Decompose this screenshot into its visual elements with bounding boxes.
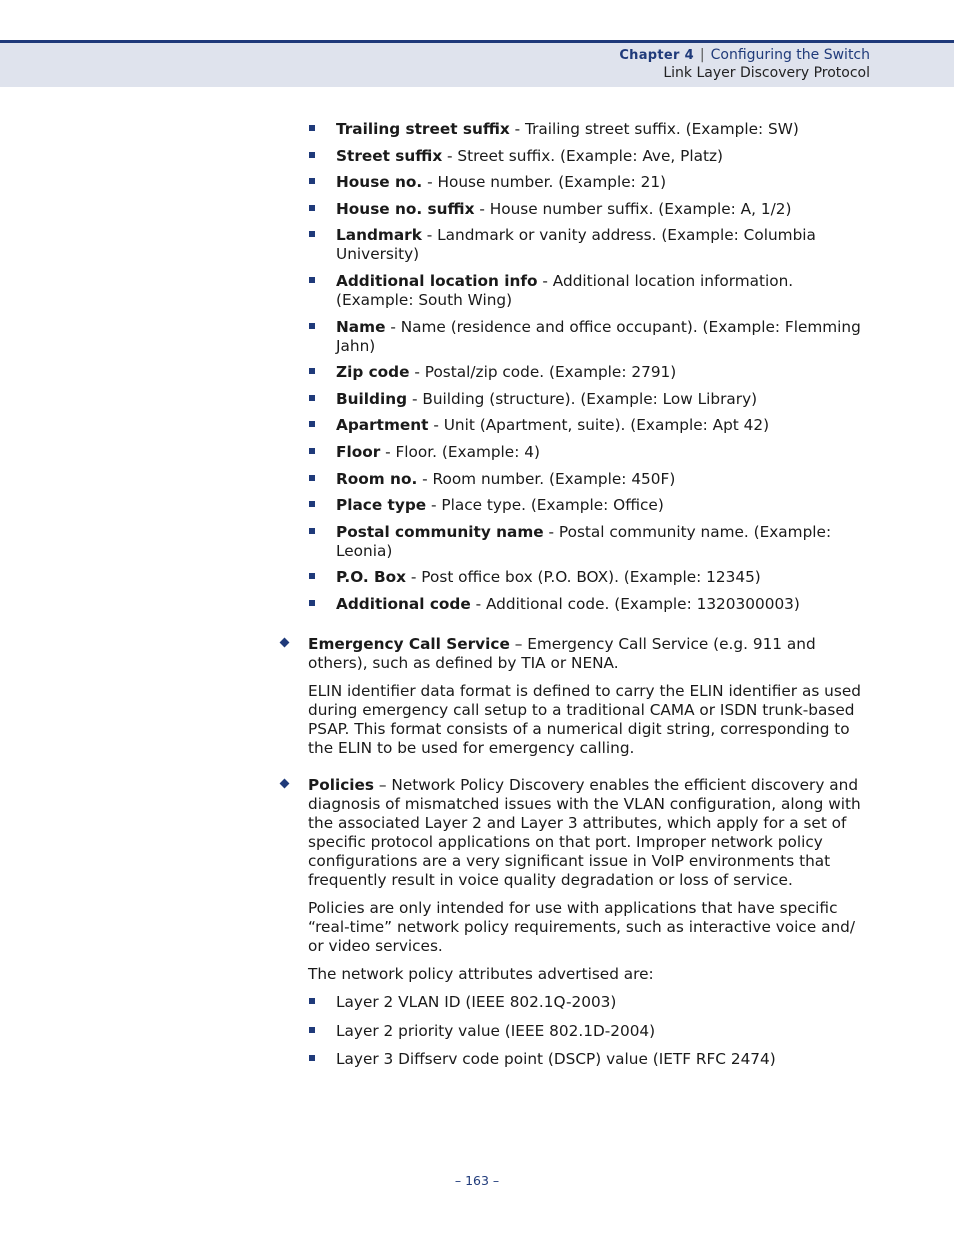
chapter-label: Chapter 4 <box>619 48 694 63</box>
body-paragraph: Policies are only intended for use with applications that have specific “real-time” network policy requirements, such as interactive voice and/ or video services. <box>308 898 856 955</box>
list-item <box>280 200 870 219</box>
item-term: House no. suffix <box>336 199 475 218</box>
item-term: Additional location info <box>336 271 538 290</box>
list-item <box>280 272 870 310</box>
square-bullet-icon <box>309 125 315 131</box>
list-item <box>280 318 870 356</box>
list-item <box>280 1050 870 1069</box>
square-bullet-icon <box>309 1027 315 1033</box>
square-bullet-icon <box>309 528 315 534</box>
square-bullet-icon <box>309 323 315 329</box>
policies-section <box>280 776 870 1069</box>
item-desc: - Postal community name. (Example: Leonia) <box>336 522 832 560</box>
list-item <box>280 470 870 489</box>
item-text: Layer 3 Diffserv code point (DSCP) value (IETF RFC 2474) <box>336 1050 776 1069</box>
list-item <box>280 120 870 139</box>
square-bullet-icon <box>309 573 315 579</box>
item-desc: - House number suffix. (Example: A, 1/2) <box>474 199 792 218</box>
item-desc: - Additional location information. (Example: South Wing) <box>336 271 794 309</box>
chapter-title: Configuring the Switch <box>710 47 870 63</box>
square-bullet-icon <box>309 448 315 454</box>
list-item <box>280 173 870 192</box>
item-desc: - Landmark or vanity address. (Example: Columbia University) <box>336 226 816 264</box>
square-bullet-icon <box>309 231 315 237</box>
square-bullet-icon <box>309 475 315 481</box>
list-item <box>280 496 870 515</box>
square-bullet-icon <box>309 178 315 184</box>
item-desc: - Additional code. (Example: 1320300003) <box>470 594 800 613</box>
diamond-bullet-icon <box>280 637 290 647</box>
page-header <box>0 40 954 87</box>
item-term: Landmark <box>336 226 422 245</box>
item-term: Additional code <box>336 594 471 613</box>
item-desc: - Name (residence and office occupant). (Example: Flemming Jahn) <box>336 317 861 355</box>
square-bullet-icon <box>309 277 315 283</box>
list-item <box>280 390 870 409</box>
square-bullet-icon <box>309 998 315 1004</box>
list-item <box>280 226 870 264</box>
item-desc: - Place type. (Example: Office) <box>426 496 664 515</box>
list-item <box>280 363 870 382</box>
item-term: Building <box>336 389 408 408</box>
square-bullet-icon <box>309 1055 315 1061</box>
item-desc: - Street suffix. (Example: Ave, Platz) <box>442 146 723 165</box>
item-term: Street suffix <box>336 146 443 165</box>
section-title: Link Layer Discovery Protocol <box>663 65 870 81</box>
location-list <box>280 120 870 614</box>
item-desc: - House number. (Example: 21) <box>422 173 667 192</box>
list-item <box>280 1022 870 1041</box>
policy-attribute-list <box>280 993 870 1069</box>
item-desc: - Trailing street suffix. (Example: SW) <box>509 120 799 138</box>
square-bullet-icon <box>309 501 315 507</box>
item-desc: - Room number. (Example: 450F) <box>417 469 676 488</box>
square-bullet-icon <box>309 152 315 158</box>
square-bullet-icon <box>309 205 315 211</box>
diamond-bullet-icon <box>280 778 290 788</box>
item-desc: - Unit (Apartment, suite). (Example: Apt 42) <box>428 416 770 435</box>
chapter-heading <box>619 47 870 63</box>
body-paragraph: The network policy attributes advertised are: <box>308 964 654 983</box>
section-desc: – Network Policy Discovery enables the efficient discovery and diagnosis of mismatched issues with the VLAN configuration, along with the associated Layer 2 and Layer 3 attributes, which apply for a set of specific protocol applications on that port. Improper network policy configurations are a very significant issue in VoIP environments that frequently result in voice quality degradation or loss of service. <box>308 775 861 889</box>
page-number: – 163 – <box>454 1173 500 1188</box>
list-item <box>280 523 870 561</box>
page-content <box>280 120 870 1079</box>
item-term: Zip code <box>336 363 410 382</box>
square-bullet-icon <box>309 421 315 427</box>
section-term: Policies <box>308 775 374 794</box>
list-item <box>280 416 870 435</box>
item-term: Trailing street suffix <box>336 120 510 138</box>
item-term: Room no. <box>336 469 418 488</box>
item-desc: - Post office box (P.O. BOX). (Example: 12345) <box>406 568 761 587</box>
item-term: Postal community name <box>336 522 544 541</box>
section-lead <box>308 776 870 890</box>
item-desc: - Postal/zip code. (Example: 2791) <box>409 363 677 382</box>
body-paragraph: ELIN identifier data format is defined to carry the ELIN identifier as used during emergency call setup to a traditional CAMA or ISDN trunk-based PSAP. This format consists of a numerical digit string, corresponding to the ELIN to be used for emergency calling. <box>308 681 861 757</box>
item-text: Layer 2 VLAN ID (IEEE 802.1Q-2003) <box>336 992 617 1011</box>
square-bullet-icon <box>309 368 315 374</box>
item-term: Place type <box>336 496 427 515</box>
item-text: Layer 2 priority value (IEEE 802.1D-2004) <box>336 1021 656 1040</box>
list-item <box>280 443 870 462</box>
list-item <box>280 595 870 614</box>
item-term: House no. <box>336 173 423 192</box>
item-desc: - Floor. (Example: 4) <box>380 442 540 461</box>
section-lead <box>308 635 870 673</box>
list-item <box>280 993 870 1012</box>
section-term: Emergency Call Service <box>308 634 510 653</box>
list-item <box>280 568 870 587</box>
square-bullet-icon <box>309 395 315 401</box>
emergency-call-service-section <box>280 635 870 758</box>
header-separator: | <box>699 47 705 63</box>
square-bullet-icon <box>309 600 315 606</box>
list-item <box>280 147 870 166</box>
item-term: P.O. Box <box>336 568 407 587</box>
section-desc: – Emergency Call Service (e.g. 911 and others), such as defined by TIA or NENA. <box>308 634 816 672</box>
item-term: Floor <box>336 442 381 461</box>
item-term: Name <box>336 317 386 336</box>
item-desc: - Building (structure). (Example: Low Library) <box>407 389 758 408</box>
item-term: Apartment <box>336 416 429 435</box>
